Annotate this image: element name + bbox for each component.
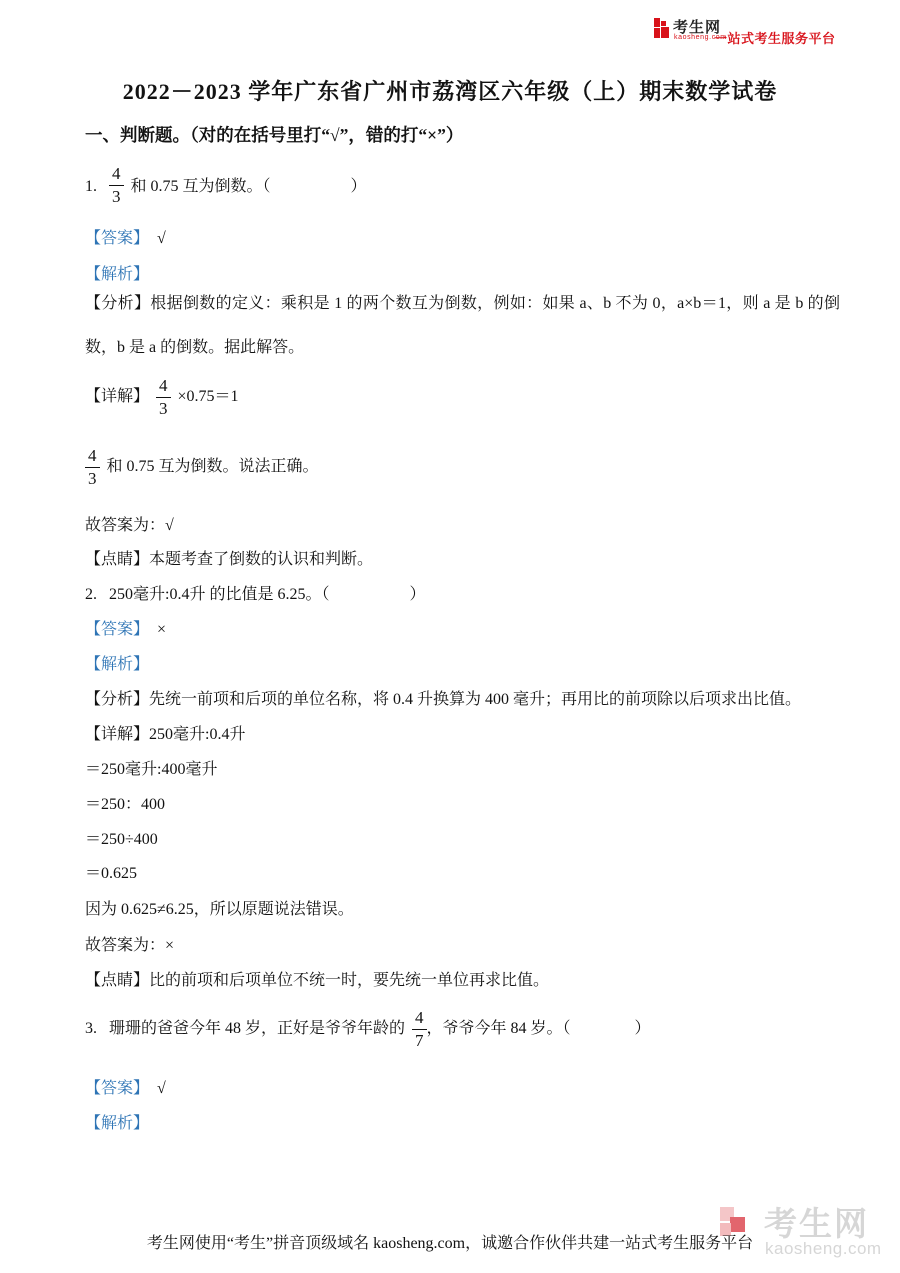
q1-detail-expression: ×0.75＝1 xyxy=(177,388,239,406)
exam-title: 2022－2023 学年广东省广州市荔湾区六年级（上）期末数学试卷 xyxy=(122,79,778,104)
fraction-4-7: $\frac{4}{7}$ xyxy=(412,1008,427,1050)
question-1-text: 和 0.75 互为倒数。（ ） xyxy=(130,178,367,196)
jiexi-tag: 【解析】 xyxy=(85,1115,150,1132)
brand-name: 考生网 xyxy=(673,19,722,36)
q2-note: 【点睛】比的前项和后项单位不统一时，要先统一单位再求比值。 xyxy=(85,972,550,989)
q1-answer-line xyxy=(85,229,166,249)
brand-domain: kaosheng.com xyxy=(674,34,727,41)
fraction-4-3: $\frac{4}{3}$ xyxy=(109,164,124,206)
q2-step-1: ＝250毫升:400毫升 xyxy=(85,761,218,778)
q1-note: 【点睛】本题考查了倒数的认识和判断。 xyxy=(85,551,374,568)
q1-conclusion-text: 和 0.75 互为倒数。说法正确。 xyxy=(106,458,319,476)
q2-answer-value: × xyxy=(157,621,167,638)
jiexi-tag: 【解析】 xyxy=(85,656,150,673)
q2-step-2: ＝250：400 xyxy=(85,796,166,813)
q2-because-line: 因为 0.625≠6.25，所以原题说法错误。 xyxy=(85,901,354,918)
q2-jiexi-line xyxy=(85,655,149,675)
section-heading: 一、判断题。（对的在括号里打“√”，错的打“×”） xyxy=(85,125,464,145)
watermark-brand-name: 考生网 xyxy=(764,1205,869,1242)
q2-step-4: ＝0.625 xyxy=(85,865,138,882)
answer-tag: 【答案】 xyxy=(85,621,150,638)
jiexi-tag: 【解析】 xyxy=(85,266,150,283)
q3-answer-value: √ xyxy=(157,1080,166,1097)
answer-tag: 【答案】 xyxy=(85,1080,150,1097)
kaosheng-logo-icon xyxy=(654,18,669,38)
question-3-text-before: 珊珊的爸爸今年 48 岁，正好是爷爷年龄的 xyxy=(109,1020,406,1038)
fraction-4-3: $\frac{4}{3}$ xyxy=(85,446,100,488)
question-2-stem xyxy=(85,585,425,605)
q2-final-answer: 故答案为：× xyxy=(85,937,175,954)
footer-text: 考生网使用“考生”拼音顶级域名 kaosheng.com，诚邀合作伙伴共建一站式考生服务平台 xyxy=(146,1235,754,1252)
kaosheng-header-logo xyxy=(654,15,854,49)
q1-answer-value: √ xyxy=(157,230,166,247)
detail-tag: 【详解】 xyxy=(85,388,150,406)
q2-answer-line xyxy=(85,620,166,640)
answer-tag: 【答案】 xyxy=(85,230,150,247)
question-1-stem xyxy=(85,164,367,206)
q1-detail-line xyxy=(85,376,239,418)
watermark-brand-domain: kaosheng.com xyxy=(765,1239,882,1258)
q2-step-3: ＝250÷400 xyxy=(85,831,158,848)
brand-tagline: 一站式考生服务平台 xyxy=(714,31,836,46)
question-3-stem xyxy=(85,1008,651,1050)
q1-analysis: 【分析】根据倒数的定义：乘积是 1 的两个数互为倒数，例如：如果 a、b 不为 0，a×b＝1，则 a 是 b 的倒数，b 是 a 的倒数。据此解答。 xyxy=(85,295,840,356)
q1-conclusion-line xyxy=(85,446,319,488)
question-1-number: 1. xyxy=(85,178,97,196)
question-2-number: 2. xyxy=(85,586,97,603)
fraction-4-3: $\frac{4}{3}$ xyxy=(156,376,171,418)
q3-answer-line xyxy=(85,1079,166,1099)
q2-detail-line: 【详解】250毫升:0.4升 xyxy=(85,726,246,743)
q2-analysis: 【分析】先统一前项和后项的单位名称，将 0.4 升换算为 400 毫升；再用比的前项除以后项求出比值。 xyxy=(85,691,802,708)
q3-jiexi-line xyxy=(85,1114,149,1134)
question-2-text: 250毫升:0.4升 的比值是 6.25。（ ） xyxy=(109,586,426,603)
question-3-text-after: ，爷爷今年 84 岁。（ ） xyxy=(426,1020,651,1038)
q1-final-answer: 故答案为：√ xyxy=(85,517,174,534)
question-3-number: 3. xyxy=(85,1020,97,1038)
